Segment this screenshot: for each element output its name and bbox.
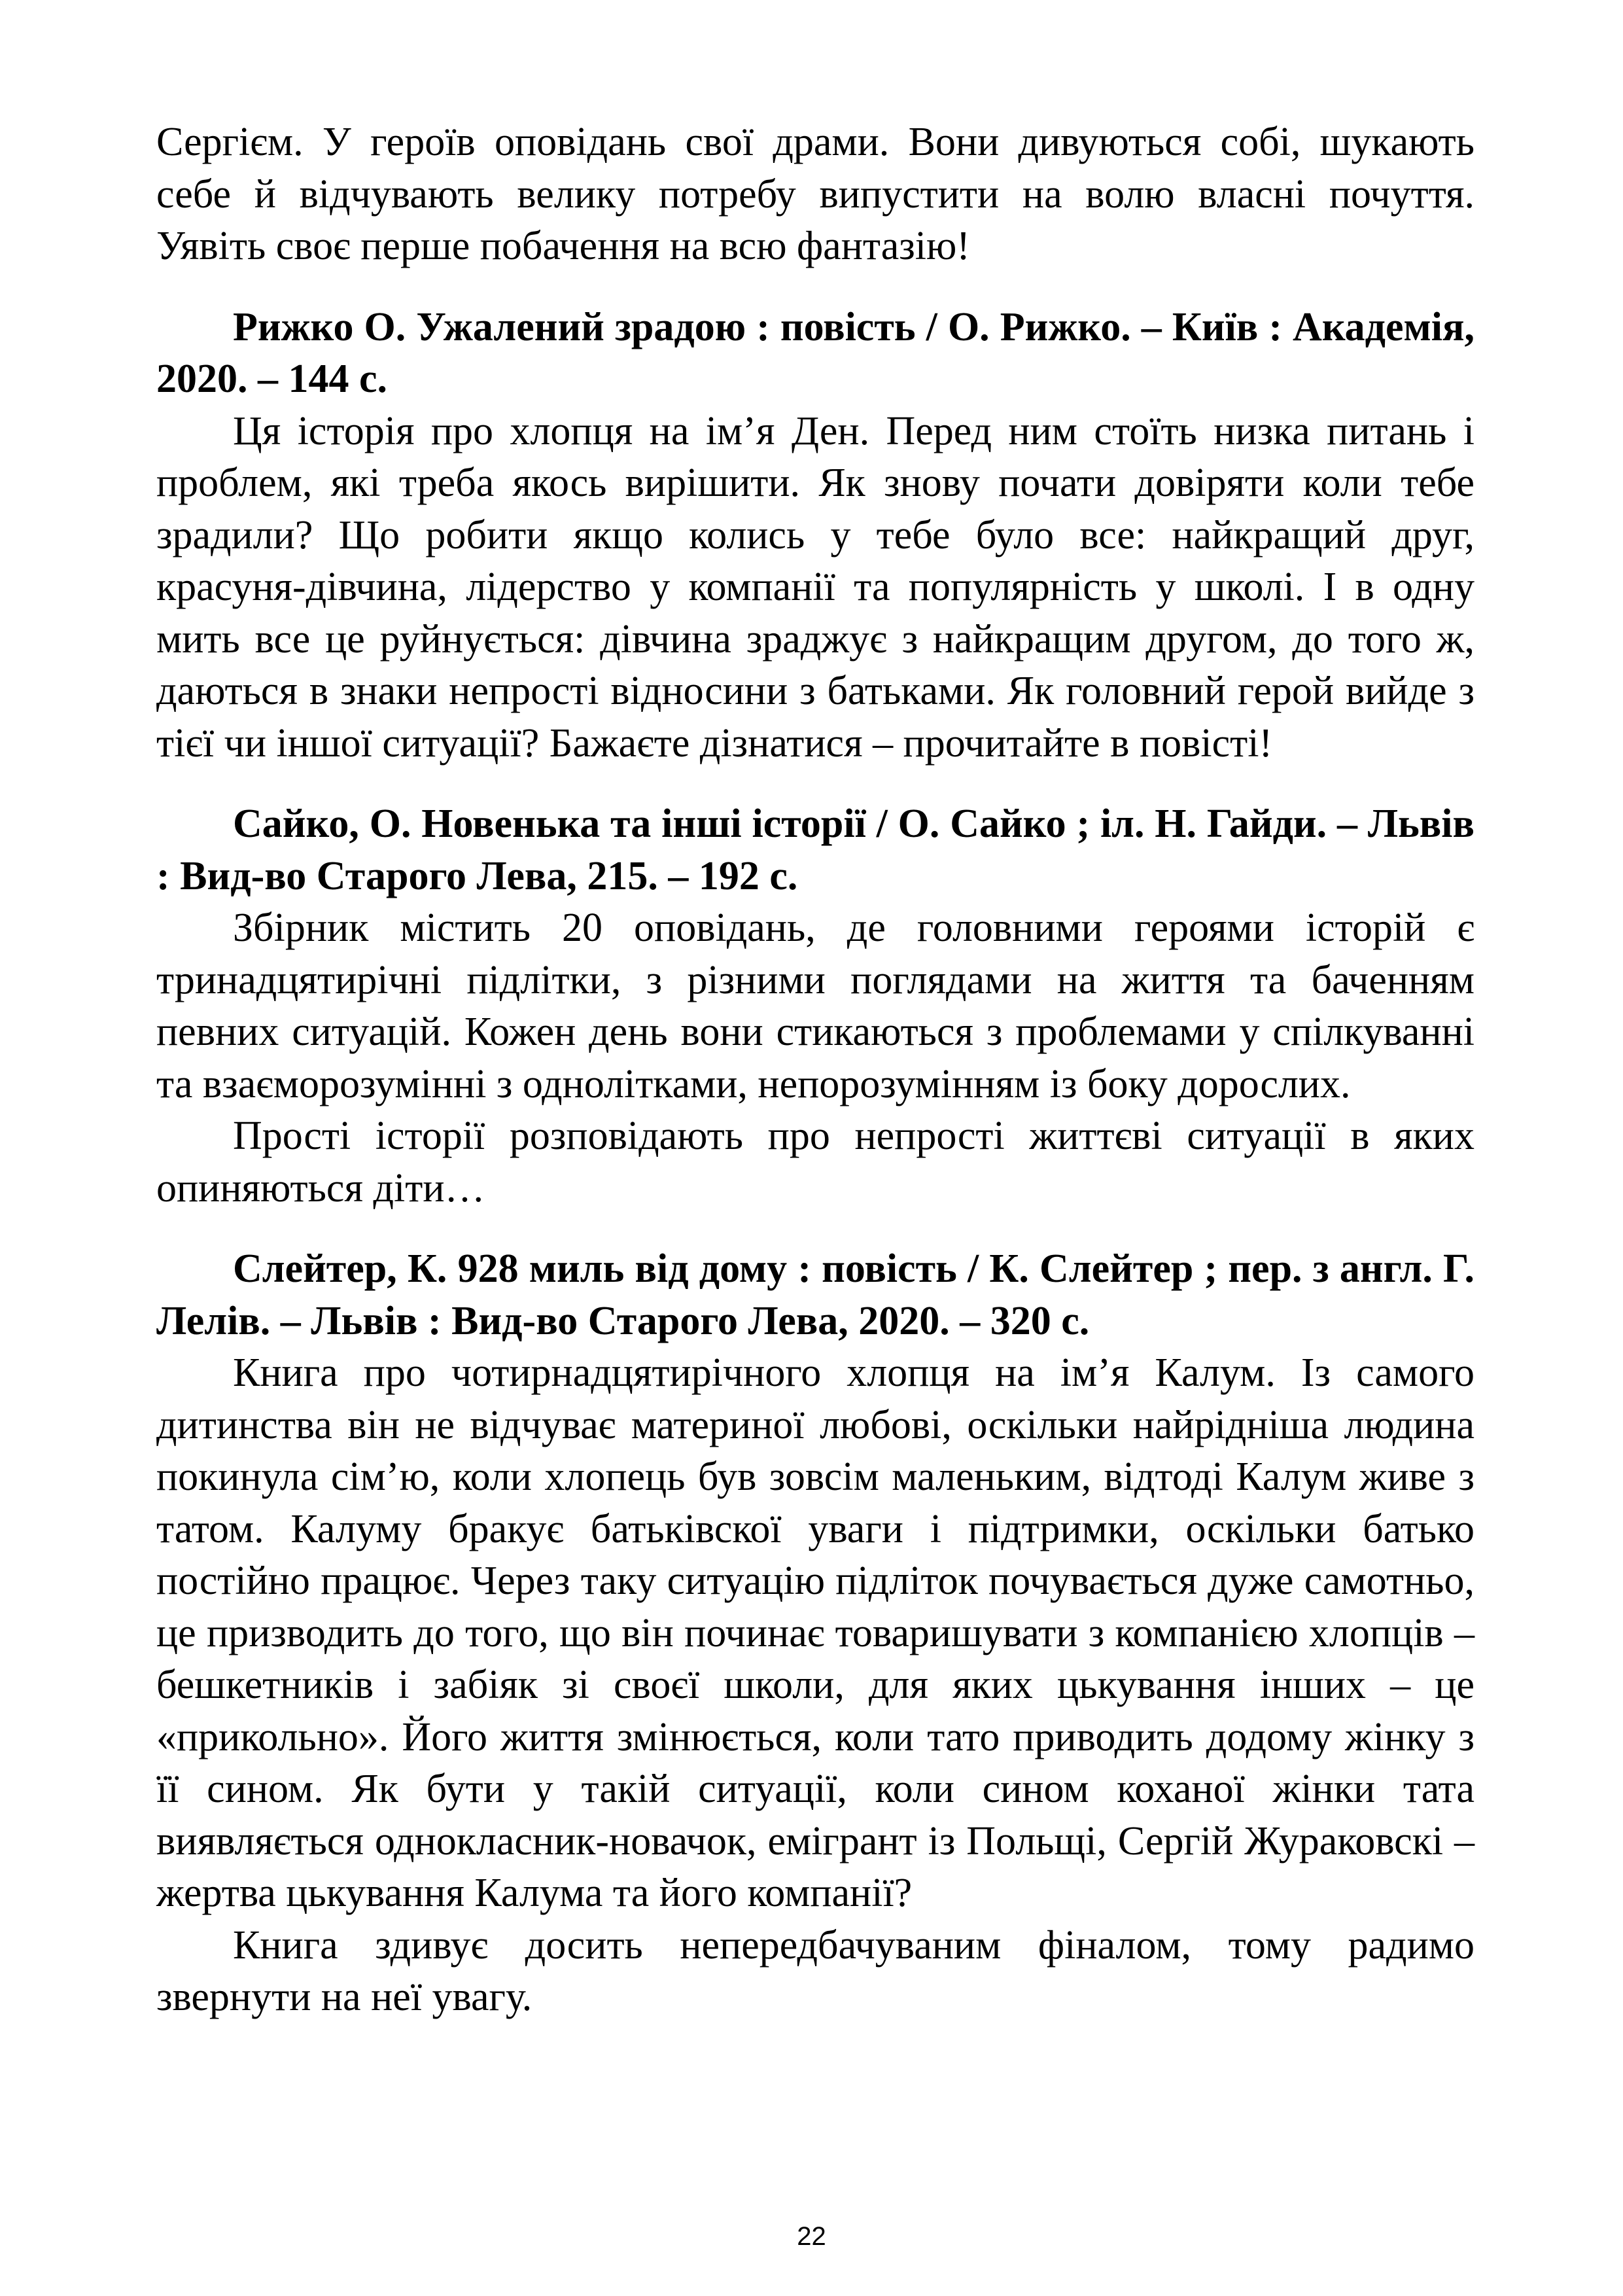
paragraph-saiko-summary: Прості історії розповідають про непрості життєві ситуації в яких опиняються діти… [156,1114,1475,1210]
page-body [156,116,1475,2024]
book-heading-saiko: Сайко, О. Новенька та інші історії / О. Сайко ; іл. Н. Гайди. – Львів : Вид-во Старого Лева, 215. – 192 с. [156,802,1475,898]
book-heading-ryzhko: Рижко О. Ужалений зрадою : повість / О. Рижко. – Київ : Академія, 2020. – 144 с. [156,304,1475,401]
paragraph-continuation: Сергієм. У героїв оповідань свої драми. Вони дивуються собі, шукають себе й відчувають велику потребу випустити на волю власні почуття. Уявіть своє перше побачення на всю фантазію! [156,120,1475,268]
paragraph-ryzhko-description: Ця історія про хлопця на ім’я Ден. Перед ним стоїть низка питань і проблем, які треба якось вирішити. Як знову почати довіряти коли тебе зрадили? Що робити якщо колись у тебе було все: найкращий друг, красуня-дівчина, лідерство у компанії та популярність у школі. І в одну мить все це руйнується: дівчина зраджує з найкращим другом, до того ж, даються в знаки непрості відносини з батьками. Як головний герой вийде з тієї чи іншої ситуації? Бажаєте дізнатися – прочитайте в повісті! [156,408,1475,766]
book-heading-slater: Слейтер, К. 928 миль від дому : повість / К. Слейтер ; пер. з англ. Г. Лелів. – Львів : Вид-во Старого Лева, 2020. – 320 с. [156,1246,1475,1343]
paragraph-saiko-description: Збірник містить 20 оповідань, де головними героями історій є тринадцятирічні підлітки, з різними поглядами на життя та баченням певних ситуацій. Кожен день вони стикаються з проблемами у спілкуванні та взаєморозумінні з однолітками, непорозумінням із боку дорослих. [156,906,1475,1106]
page-number: 22 [797,2222,826,2251]
paragraph-slater-summary: Книга здивує досить непередбачуваним фіналом, тому радимо звернути на неї увагу. [156,1922,1475,2019]
paragraph-slater-description: Книга про чотирнадцятирічного хлопця на ім’я Калум. Із самого дитинства він не відчуває материної любові, оскільки найрідніша людина покинула сім’ю, коли хлопець був зовсім маленьким, відтоді Калум живе з татом. Калуму бракує батьківскої уваги і підтримки, оскільки батько постійно працює. Через таку ситуацію підліток почувається дуже самотньо, це призводить до того, що він починає товаришувати з компанією хлопців – бешкетників і забіяк зі своєї школи, для яких цькування інших – це «прикольно». Його життя змінюється, коли тато приводить додому жінку з її сином. Як бути у такій ситуації, коли сином коханої жінки тата виявляється однокласник-новачок, емігрант із Польщі, Сергій Жураковскі – жертва цькування Калума та його компанії? [156,1351,1475,1915]
